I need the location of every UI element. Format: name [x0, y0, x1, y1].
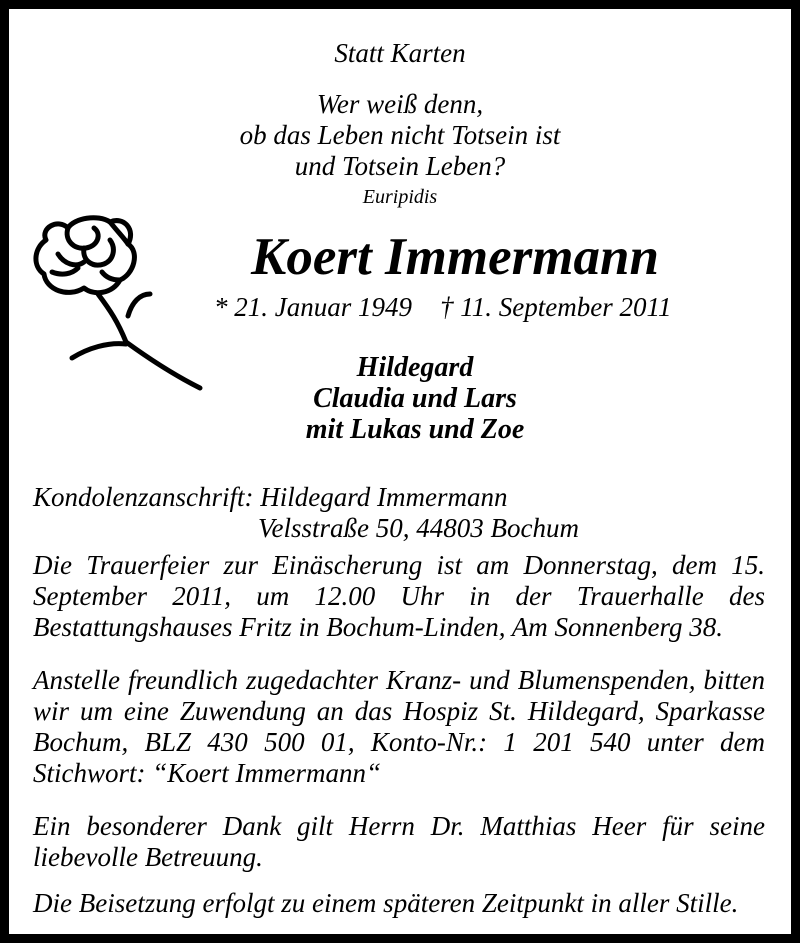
quote-author: Euripidis: [362, 186, 438, 208]
quote-line: Wer weiß denn,: [316, 89, 484, 119]
deceased-name: Koert Immermann: [251, 228, 659, 286]
quote: [0, 89, 800, 182]
rose-icon: [28, 210, 208, 400]
quote-line: und Totsein Leben?: [294, 151, 506, 181]
header-statt-karten: Statt Karten: [334, 38, 466, 68]
death-date: † 11. September 2011: [440, 292, 672, 322]
condolence-street: Velsstraße 50, 44803 Bochum: [258, 513, 579, 543]
mourners-list: [215, 352, 615, 445]
birth-date: * 21. Januar 1949: [214, 292, 412, 322]
donation-paragraph: Anstelle freundlich zugedachter Kranz- und Blumenspenden, bitten wir um eine Zuwendung an das Hospiz St. Hildegard, Sparkasse Bochum, BLZ 430 500 01, Konto-Nr.: 1 201 540 unter dem Stichwort: “Koert Immermann“: [33, 665, 765, 788]
quote-line: ob das Leben nicht Totsein ist: [239, 120, 561, 150]
life-dates: [214, 292, 704, 323]
thanks-paragraph: Ein besonderer Dank gilt Herrn Dr. Matthias Heer für seine liebevolle Betreuung.: [33, 811, 765, 872]
condolence-address-label: Kondolenzanschrift: Hildegard Immermann: [33, 482, 508, 512]
mourner-line: Hildegard: [356, 352, 474, 383]
funeral-paragraph: Die Trauerfeier zur Einäscherung ist am Donnerstag, dem 15. September 2011, um 12.00 Uhr in der Trauerhalle des Bestattungshauses Fritz in Bochum-Linden, Am Sonnenberg 38.: [33, 550, 765, 642]
mourner-line: mit Lukas und Zoe: [305, 414, 525, 445]
mourner-line: Claudia und Lars: [313, 383, 517, 414]
burial-paragraph: Die Beisetzung erfolgt zu einem späteren Zeitpunkt in aller Stille.: [33, 888, 739, 918]
